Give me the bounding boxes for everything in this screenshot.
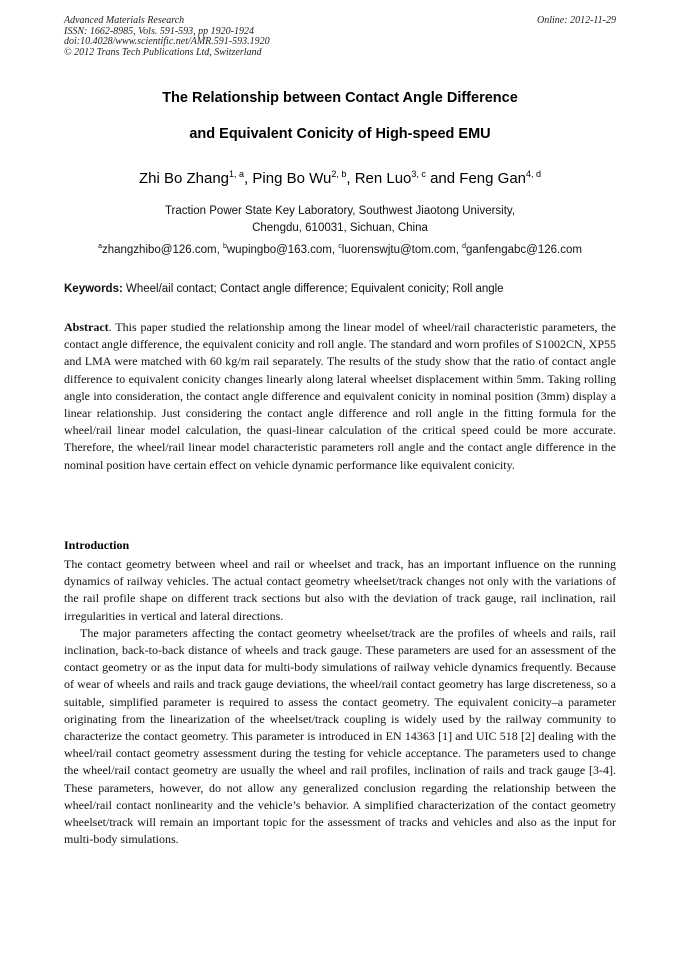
- affiliation-line-1: Traction Power State Key Laboratory, Southwest Jiaotong University,: [164, 205, 516, 217]
- email[interactable]: $^c$luorenswjtu@tom.com: [338, 243, 456, 256]
- author: Feng Gan$^{4, d}$: [459, 169, 542, 187]
- email[interactable]: $^a$zhangzhibo@126.com: [98, 243, 217, 256]
- paper-title-line-1: The Relationship between Contact Angle Difference: [162, 90, 518, 106]
- journal-header: [64, 16, 616, 58]
- email-list: $^a$zhangzhibo@126.com, $^b$wupingbo@163.com, $^c$luorenswjtu@tom.com, $^d$ganfengabc@126.com: [98, 243, 582, 256]
- abstract-text: . This paper studied the relationship among the linear model of wheel/rail characteristic parameters, the contact angle difference, the equivalent conicity and roll angle. The standard and worn profiles of S1002CN, XP55 and LMA were matched with 60 kg/m rail separately. The results of the study show that the ratio of contact angle difference to equivalent conicity changes linearly along lateral wheelset displacement within 5mm. Taking rolling angle into consideration, the contact angle difference and equivalent conicity in nominal position (3mm) display a linear relationship. Just considering the contact angle difference and roll angle in the fitting formula for the wheel/rail linear model calculation, the quasi-linear calculation of the critical speed could be more accurate. Therefore, the wheel/rail linear model characteristic parameters roll angle and the contact angle difference in the nominal position have certain effect on vehicle dynamic performance like equivalent conicity.: [64, 320, 616, 472]
- journal-name: Advanced Materials Research: [64, 15, 185, 26]
- email[interactable]: $^d$ganfengabc@126.com: [462, 243, 582, 256]
- affiliation-line-2: Chengdu, 610031, Sichuan, China: [252, 222, 428, 234]
- author: Ping Bo Wu$^{2, b}$,: [252, 169, 355, 187]
- online-date: Online: 2012-11-29: [537, 15, 616, 26]
- paragraph: The contact geometry between wheel and rail or wheelset and track, has an important influence on the running dynamics of railway vehicles. The actual contact geometry wheelset/track changes not only with the variations of the rail profile shape on different track sections but also with the deviation of track gauge, rail inclination, rail irregularities in vertical and lateral directions.: [64, 557, 616, 623]
- abstract: [64, 319, 616, 474]
- author-list: [64, 170, 616, 187]
- abstract-label: Abstract: [64, 320, 109, 334]
- author: Zhi Bo Zhang$^{1, a}$,: [138, 169, 253, 187]
- keywords-text: Wheel/ail contact; Contact angle difference; Equivalent conicity; Roll angle: [122, 283, 504, 295]
- copyright-line: © 2012 Trans Tech Publications Ltd, Switzerland: [64, 46, 262, 58]
- paragraph: The major parameters affecting the contact geometry wheelset/track are the profiles of wheels and rails, rail inclination, back-to-back distance of wheels and track gauge. These parameters are used for an assessment of the contact geometry or as the input data for multi-body simulations of railway vehicle dynamics frequently. Because of wear of wheels and rails and track gauge deviations, the wheel/rail contact geometry has large discreteness, so a suitable, simplified parameter is required to assess the contact geometry. The equivalent conicity–a parameter originating from the linearization of the wheelset/track coupling is widely used by the railway community to characterize the contact geometry. This parameter is introduced in EN 14363 [1] and UIC 518 [2] dealing with the wheel/rail contact geometry assessment during the testing for vehicle acceptance. The parameters used to change the wheel/rail contact geometry are usually the wheel and rail profiles, inclination of rails and track gauge [3-4]. These parameters, however, do not allow any generalized conclusion regarding the relationship between the wheel/rail contact nonlinearity and the vehicle’s behavior. A simplified characterization of the contact geometry wheelset/track will remain an important topic for the assessment of tracks and vehicles and also as the input for multi-body simulations.: [64, 625, 616, 847]
- doi-line: doi:10.4028/www.scientific.net/AMR.591-593.1920: [64, 36, 270, 47]
- issn-line: ISSN: 1662-8985, Vols. 591-593, pp 1920-1924: [64, 25, 254, 37]
- author: Ren Luo$^{3, c}$ and: [354, 169, 460, 187]
- keywords: [64, 283, 616, 295]
- keywords-label: Keywords:: [64, 283, 123, 295]
- paper-title-line-2: and Equivalent Conicity of High-speed EMU: [189, 126, 491, 142]
- email[interactable]: $^b$wupingbo@163.com: [222, 243, 332, 256]
- introduction-body: [64, 556, 616, 848]
- section-heading: Introduction: [64, 538, 130, 552]
